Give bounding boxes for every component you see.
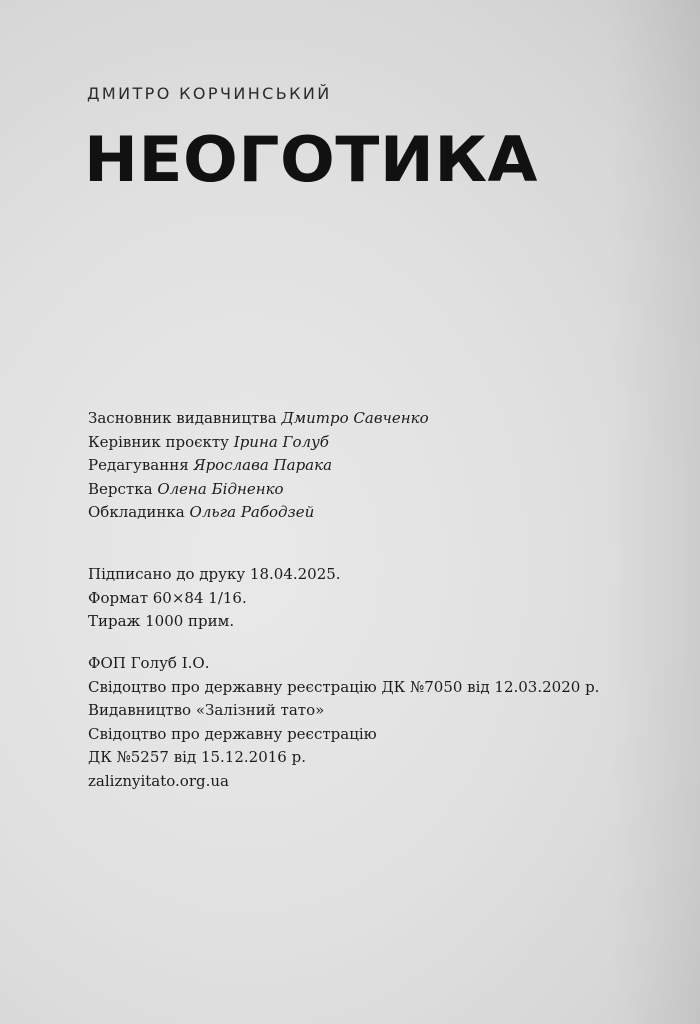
credit-role: Обкладинка	[88, 503, 185, 521]
credit-role: Редагування	[88, 456, 189, 474]
credit-role: Керівник проєкту	[88, 432, 229, 451]
credit-name: Ярослава Парака	[193, 456, 333, 474]
credit-line	[88, 501, 429, 525]
registration-certificate-label: Свідоцтво про державну реєстрацію	[88, 724, 377, 743]
credit-line	[88, 478, 429, 502]
publisher-name: Видавництво «Залізний тато»	[88, 701, 325, 719]
print-run: Тираж 1000 прим.	[88, 612, 235, 630]
registration-certificate: Свідоцтво про державну реєстрацію ДК №7050 від 12.03.2020 р.	[88, 677, 600, 696]
credit-name: Ольга Рабодзей	[189, 503, 315, 521]
credit-line	[88, 454, 429, 478]
print-info-block	[88, 563, 341, 634]
publisher-info-block	[88, 652, 599, 793]
print-format: Формат 60×84 1/16.	[88, 588, 247, 607]
credit-name: Олена Бідненко	[157, 479, 284, 498]
registration-certificate-number: ДК №5257 від 15.12.2016 р.	[88, 748, 306, 766]
credit-line	[88, 407, 429, 431]
credits-block	[88, 407, 429, 525]
credit-name: Ірина Голуб	[233, 432, 329, 451]
credit-line	[88, 431, 429, 455]
publisher-website: zaliznyitato.org.ua	[88, 771, 229, 790]
credit-name: Дмитро Савченко	[281, 409, 429, 427]
credit-role: Засновник видавництва	[88, 409, 277, 427]
credit-role: Верстка	[88, 479, 153, 498]
publisher-entity: ФОП Голуб І.О.	[88, 654, 210, 672]
print-signed-date: Підписано до друку 18.04.2025.	[88, 565, 341, 583]
book-title: НЕОГОТИКА	[84, 123, 538, 196]
author-name: ДМИТРО КОРЧИНСЬКИЙ	[87, 84, 332, 103]
